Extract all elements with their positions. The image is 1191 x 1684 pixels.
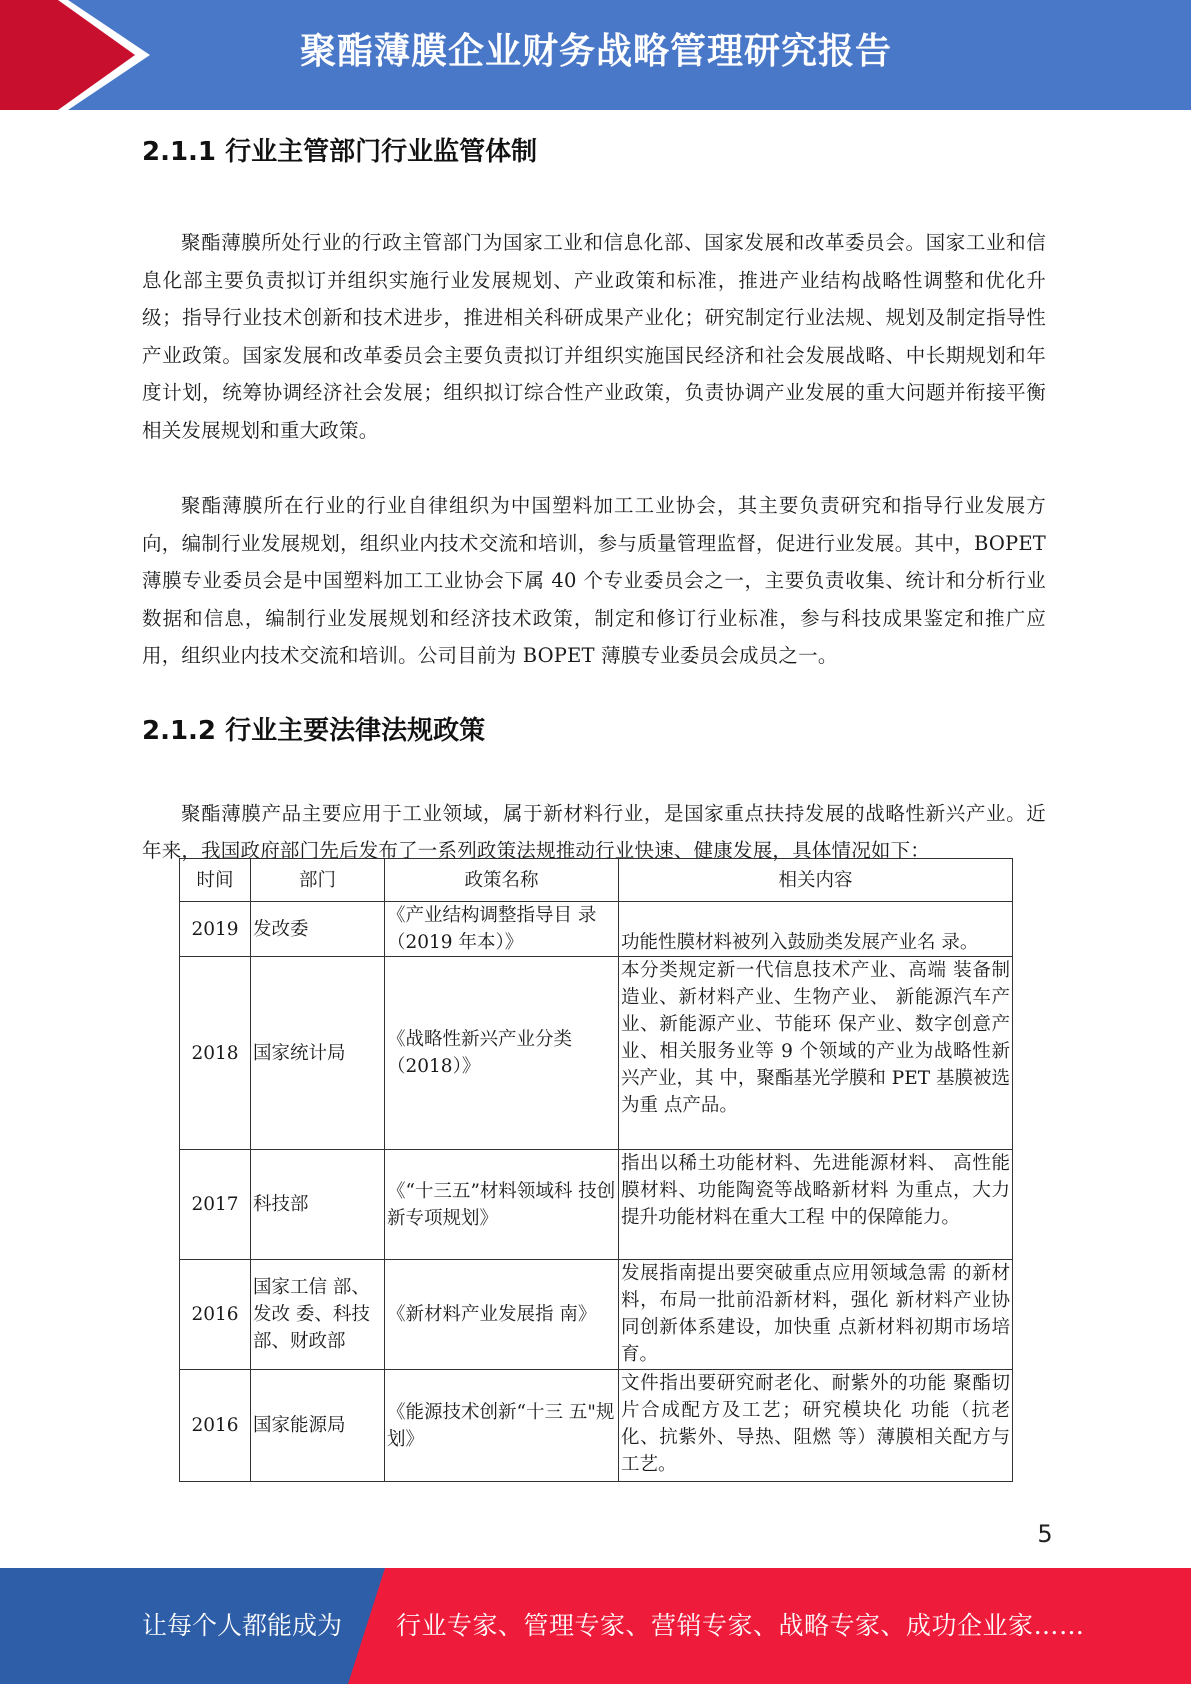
cell-content: 发展指南提出要突破重点应用领域急需 的新材料，布局一批前沿新材料，强化 新材料产业协同创新体系建设，加快重 点新材料初期市场培育。: [619, 1260, 1013, 1370]
cell-policy-name: 《“十三五”材料领域科 技创新专项规划》: [385, 1150, 619, 1260]
footer-slogan-lead: 让每个人都能成为: [142, 1611, 343, 1640]
cell-year: 2017: [180, 1150, 251, 1260]
table-row: [180, 1260, 1013, 1370]
cell-policy-name: 《新材料产业发展指 南》: [385, 1260, 619, 1370]
cell-year: 2016: [180, 1260, 251, 1370]
cell-department: 发改委: [251, 902, 385, 957]
cell-content: 功能性膜材料被列入鼓励类发展产业名 录。: [619, 902, 1013, 957]
cell-policy-name: 《产业结构调整指导目 录（2019 年本）》: [385, 902, 619, 957]
column-header-content: 相关内容: [619, 859, 1013, 902]
column-header-department: 部门: [251, 859, 385, 902]
header-arrow-graphic: [0, 0, 160, 110]
page-footer: [0, 1568, 1191, 1684]
cell-year: 2016: [180, 1370, 251, 1482]
cell-year: 2019: [180, 902, 251, 957]
body-paragraph: 聚酯薄膜所处行业的行政主管部门为国家工业和信息化部、国家发展和改革委员会。国家工业和信息化部主要负责拟订并组织实施行业发展规划、产业政策和标准，推进产业结构战略性调整和优化升级；指导行业技术创新和技术进步，推进相关科研成果产业化；研究制定行业法规、规划及制定指导性产业政策。国家发展和改革委员会主要负责拟订并组织实施国民经济和社会发展战略、中长期规划和年度计划，统筹协调经济社会发展；组织拟订综合性产业政策，负责协调产业发展的重大问题并衔接平衡相关发展规划和重大政策。: [142, 231, 1046, 442]
page-content: [142, 128, 1046, 870]
cell-department: 科技部: [251, 1150, 385, 1260]
cell-policy-name: 《战略性新兴产业分类（2018）》: [385, 957, 619, 1150]
body-paragraph: 聚酯薄膜所在行业的行业自律组织为中国塑料加工工业协会，其主要负责研究和指导行业发展方向，编制行业发展规划，组织业内技术交流和培训，参与质量管理监督，促进行业发展。其中，BOPET 薄膜专业委员会是中国塑料加工工业协会下属 40 个专业委员会之一，主要负责收集、统计和分析行业数据和信息，编制行业发展规划和经济技术政策，制定和修订行业标准，参与科技成果鉴定和推广应用，组织业内技术交流和培训。公司目前为 BOPET 薄膜专业委员会成员之一。: [142, 494, 1046, 667]
table-header-row: [180, 859, 1013, 902]
table-row: [180, 957, 1013, 1150]
table-row: [180, 1370, 1013, 1482]
cell-policy-name: 《能源技术创新“十三 五"规划》: [385, 1370, 619, 1482]
column-header-year: 时间: [180, 859, 251, 902]
table-row: [180, 1150, 1013, 1260]
document-title: 聚酯薄膜企业财务战略管理研究报告: [300, 31, 893, 72]
cell-year: 2018: [180, 957, 251, 1150]
page-number: 5: [1037, 1520, 1053, 1548]
cell-department: 国家能源局: [251, 1370, 385, 1482]
section-heading-2-1-1: 2.1.1 行业主管部门行业监管体制: [142, 137, 538, 167]
table-row: [180, 902, 1013, 957]
section-heading-2-1-2: 2.1.2 行业主要法律法规政策: [142, 715, 486, 746]
cell-department: 国家统计局: [251, 957, 385, 1150]
cell-department: 国家工信 部、发改 委、科技部、财政部: [251, 1260, 385, 1370]
cell-content: 文件指出要研究耐老化、耐紫外的功能 聚酯切片合成配方及工艺；研究模块化 功能（抗老化、抗紫外、导热、阻燃 等）薄膜相关配方与工艺。: [619, 1370, 1013, 1482]
footer-slogan-roles: 行业专家、管理专家、营销专家、战略专家、成功企业家……: [396, 1611, 1085, 1640]
body-paragraph: 聚酯薄膜产品主要应用于工业领域，属于新材料行业，是国家重点扶持发展的战略性新兴产业。近年来，我国政府部门先后发布了一系列政策法规推动行业快速、健康发展，具体情况如下：: [142, 801, 1046, 862]
policy-table: [179, 858, 1013, 1482]
page-header: [0, 0, 1191, 110]
cell-content: 本分类规定新一代信息技术产业、高端 装备制造业、新材料产业、生物产业、 新能源汽车产业、新能源产业、节能环 保产业、数字创意产业、相关服务业等 9 个领域的产业为战略性新兴产业，其 中，聚酯基光学膜和 PET 基膜被选为重 点产品。: [619, 957, 1013, 1150]
column-header-policy-name: 政策名称: [385, 859, 619, 902]
cell-content: 指出以稀土功能材料、先进能源材料、 高性能膜材料、功能陶瓷等战略新材料 为重点，大力提升功能材料在重大工程 中的保障能力。: [619, 1150, 1013, 1260]
